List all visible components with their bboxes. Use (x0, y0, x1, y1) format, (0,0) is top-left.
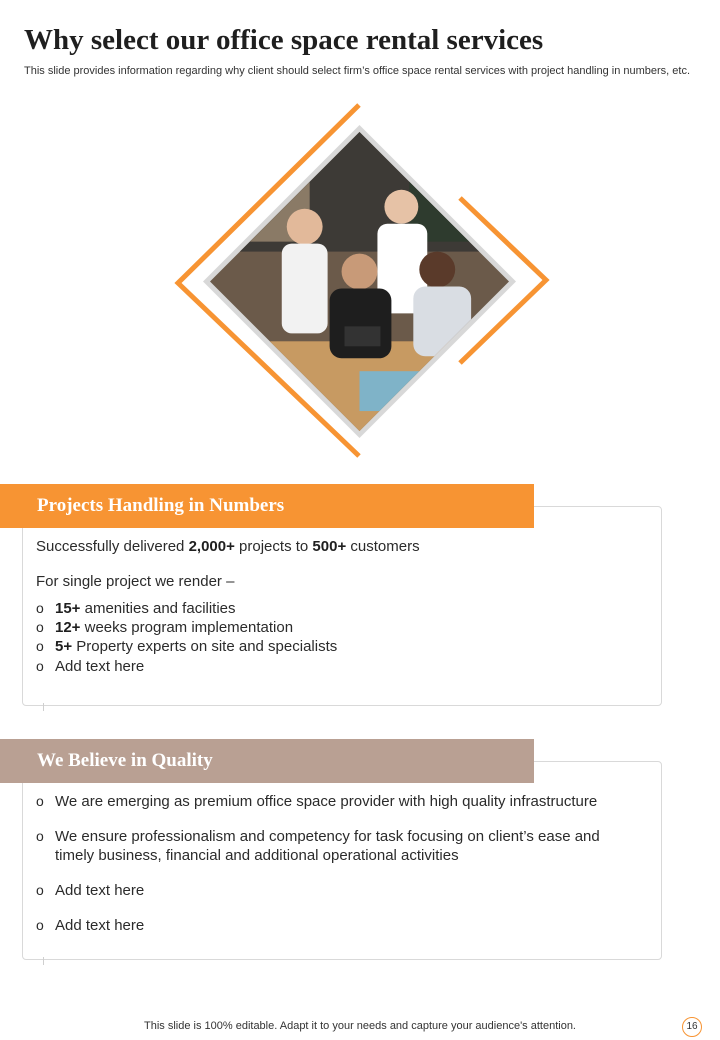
list-item: o 15+ amenities and facilities (36, 600, 236, 617)
page-number: 16 (682, 1017, 702, 1037)
bullet-marker: o (36, 658, 44, 674)
bullet-marker: o (36, 600, 44, 616)
bullet-marker: o (36, 619, 44, 635)
footer-note: This slide is 100% editable. Adapt it to your needs and capture your audience's attention. (144, 1020, 576, 1032)
list-item: o We are emerging as premium office space provider with high quality infrastructure (36, 793, 598, 810)
list-item: o 12+ weeks program implementation (36, 619, 294, 636)
projects-delivered-line: Successfully delivered 2,000+ projects to 500+ customers (36, 538, 420, 555)
list-item: o 5+ Property experts on site and specialists (36, 638, 338, 655)
projects-intro: For single project we render – (36, 573, 235, 590)
list-item: o We ensure professionalism and competency for task focusing on client’s ease and timely business, financial and additional operational activities (36, 828, 600, 864)
bullet-marker: o (36, 882, 44, 898)
quality-heading-band: We Believe in Quality (0, 739, 534, 783)
bullet-marker: o (36, 828, 44, 844)
projects-heading-band: Projects Handling in Numbers (0, 484, 534, 528)
bullet-marker: o (36, 917, 44, 933)
list-item: o Add text here (36, 882, 145, 899)
list-item: o Add text here (36, 658, 145, 675)
panel-divider-tick (43, 957, 44, 965)
list-item: o Add text here (36, 917, 145, 934)
page-title: Why select our office space rental services (24, 24, 544, 56)
bullet-marker: o (36, 638, 44, 654)
bullet-marker: o (36, 793, 44, 809)
page-subtitle: This slide provides information regarding why client should select firm’s office space rental services with project handling in numbers, etc. (24, 65, 691, 77)
panel-divider-tick (43, 703, 44, 711)
